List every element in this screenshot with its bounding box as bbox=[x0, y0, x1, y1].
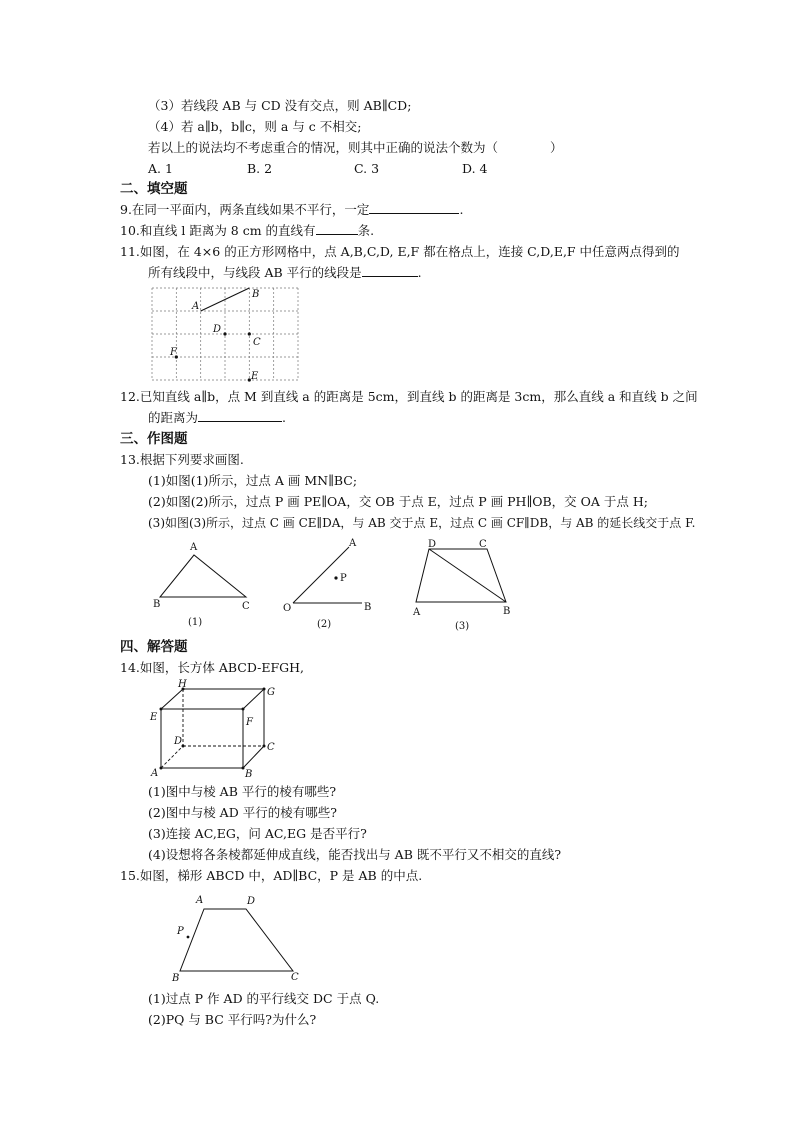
q14-label-h: H bbox=[178, 679, 187, 690]
q15-label-a: A bbox=[196, 895, 204, 906]
q8-option-a: A. 1 bbox=[148, 161, 173, 176]
q14-label-d: D bbox=[174, 736, 183, 747]
q15-label-p: P bbox=[177, 926, 184, 937]
cuboid-vertex-c bbox=[263, 745, 266, 748]
q14-label-c: C bbox=[267, 742, 275, 753]
fig1-label-c: C bbox=[242, 601, 250, 612]
q10-answer-blank bbox=[316, 222, 358, 235]
fig2-point-p bbox=[334, 576, 337, 579]
section-2-title: 二、填空题 bbox=[120, 181, 188, 197]
hidden-edge-ad bbox=[161, 746, 183, 768]
fig3-caption: (3) bbox=[455, 621, 470, 632]
fig2-label-p: P bbox=[340, 573, 347, 584]
q12-line1: 12.已知直线 a∥b，点 M 到直线 a 的距离是 5cm，到直线 b 的距离是 3cm，那么直线 a 和直线 b 之间 bbox=[120, 389, 698, 404]
diagonal-db bbox=[429, 549, 506, 602]
section-3-title: 三、作图题 bbox=[120, 431, 188, 447]
q9 bbox=[120, 201, 463, 219]
q14-label-a: A bbox=[151, 768, 159, 779]
q13-figure-2 bbox=[280, 535, 390, 630]
q12-text: 的距离为 bbox=[148, 410, 199, 425]
fig3-label-c: C bbox=[479, 539, 487, 550]
q11-label-e: E bbox=[251, 371, 259, 382]
q11-grid-figure bbox=[152, 288, 302, 384]
q10-text: 10.和直线 l 距离为 8 cm 的直线有 bbox=[120, 223, 316, 238]
triangle-abc bbox=[160, 555, 246, 597]
edge-bc bbox=[243, 746, 264, 768]
q13-figure-3 bbox=[405, 535, 525, 635]
q11-answer-blank bbox=[362, 264, 418, 277]
q14-part4: (4)设想将各条棱都延伸成直线，能否找出与 AB 既不平行又不相交的直线? bbox=[148, 847, 562, 862]
q11-point-d bbox=[223, 332, 226, 335]
cuboid-vertex-a bbox=[160, 767, 163, 770]
q8-statement-3: （3）若线段 AB 与 CD 没有交点，则 AB∥CD; bbox=[148, 98, 412, 113]
trapezoid-abcd bbox=[416, 549, 506, 602]
cuboid-vertex-f bbox=[242, 708, 245, 711]
q8-option-d: D. 4 bbox=[462, 161, 488, 176]
q15: 15.如图，梯形 ABCD 中，AD∥BC，P 是 AB 的中点. bbox=[120, 868, 423, 883]
fig1-label-a: A bbox=[190, 542, 198, 553]
q9-end: . bbox=[459, 202, 464, 217]
q8-statement-4: （4）若 a∥b，b∥c，则 a 与 c 不相交; bbox=[148, 119, 362, 134]
q15-part2: (2)PQ 与 BC 平行吗?为什么? bbox=[148, 1012, 317, 1027]
trapezoid-abcd bbox=[180, 909, 293, 971]
q14-part2: (2)图中与棱 AD 平行的棱有哪些? bbox=[148, 805, 337, 820]
q8-stem-text: 若以上的说法均不考虑重合的情况，则其中正确的说法个数为（ bbox=[148, 140, 499, 155]
q15-part1: (1)过点 P 作 AD 的平行线交 DC 于点 Q. bbox=[148, 991, 380, 1006]
q15-label-d: D bbox=[247, 896, 256, 907]
q11-label-d: D bbox=[213, 324, 222, 335]
q15-label-b: B bbox=[172, 973, 180, 984]
q13-part2: (2)如图(2)所示，过点 P 画 PE∥OA，交 OB 于点 E，过点 P 画 PH∥OB，交 OA 于点 H; bbox=[148, 494, 648, 509]
q11-point-c bbox=[248, 332, 251, 335]
q10-text-end: 条. bbox=[357, 223, 375, 238]
q9-text: 9.在同一平面内，两条直线如果不平行，一定 bbox=[120, 202, 370, 217]
q8-stem-close: ） bbox=[550, 140, 563, 155]
q14-label-f: F bbox=[246, 717, 253, 728]
fig3-label-d: D bbox=[428, 539, 437, 550]
q11-text: 所有线段中，与线段 AB 平行的线段是 bbox=[148, 265, 362, 280]
q13-figure-1 bbox=[150, 535, 260, 630]
q11-label-f: F bbox=[170, 347, 177, 358]
q14-label-g: G bbox=[267, 687, 275, 698]
fig3-label-b: B bbox=[503, 606, 511, 617]
q11-line2 bbox=[148, 264, 422, 282]
fig3-label-a: A bbox=[413, 607, 421, 618]
q14-part3: (3)连接 AC,EG，问 AC,EG 是否平行? bbox=[148, 826, 367, 841]
q11-label-b: B bbox=[252, 289, 260, 300]
q12-end: . bbox=[282, 410, 286, 425]
cuboid-vertex-g bbox=[263, 688, 266, 691]
q12-line2 bbox=[148, 409, 286, 427]
q11-line1: 11.如图，在 4×6 的正方形网格中，点 A,B,C,D, E,F 都在格点上，连接 C,D,E,F 中任意两点得到的 bbox=[120, 244, 680, 259]
section-4-title: 四、解答题 bbox=[120, 639, 188, 655]
q11-label-a: A bbox=[192, 301, 200, 312]
edge-eh bbox=[161, 689, 183, 709]
q8-option-b: B. 2 bbox=[247, 161, 273, 176]
fig1-label-b: B bbox=[153, 599, 161, 610]
q14-label-b: B bbox=[245, 769, 253, 780]
q13-part3: (3)如图(3)所示，过点 C 画 CE∥DA，与 AB 交于点 E，过点 C 画 CF∥DB，与 AB 的延长线交于点 F. bbox=[148, 516, 696, 530]
fig2-caption: (2) bbox=[317, 619, 332, 630]
q15-trapezoid-figure bbox=[160, 890, 310, 985]
cuboid-vertex-e bbox=[160, 708, 163, 711]
q11-segment-ab bbox=[201, 288, 250, 311]
edge-fg bbox=[243, 689, 264, 709]
q11-label-c: C bbox=[253, 337, 261, 348]
fig2-label-o: O bbox=[283, 603, 292, 614]
fig1-caption: (1) bbox=[188, 617, 203, 628]
q14-label-e: E bbox=[150, 712, 158, 723]
fig2-label-a: A bbox=[349, 538, 357, 549]
q15-point-p bbox=[187, 936, 190, 939]
q13-part1: (1)如图(1)所示，过点 A 画 MN∥BC; bbox=[148, 473, 358, 488]
q10 bbox=[120, 222, 374, 240]
fig2-label-b: B bbox=[364, 602, 372, 613]
q11-end: . bbox=[417, 265, 422, 280]
q15-label-c: C bbox=[291, 972, 299, 983]
q8-option-c: C. 3 bbox=[354, 161, 380, 176]
q13: 13.根据下列要求画图. bbox=[120, 452, 244, 467]
q8-stem bbox=[148, 139, 563, 157]
q14-cuboid-figure bbox=[148, 680, 278, 780]
q9-answer-blank bbox=[369, 201, 459, 214]
q14-part1: (1)图中与棱 AB 平行的棱有哪些? bbox=[148, 784, 337, 799]
q12-answer-blank bbox=[198, 409, 282, 422]
q14: 14.如图，长方体 ABCD-EFGH, bbox=[120, 660, 304, 675]
